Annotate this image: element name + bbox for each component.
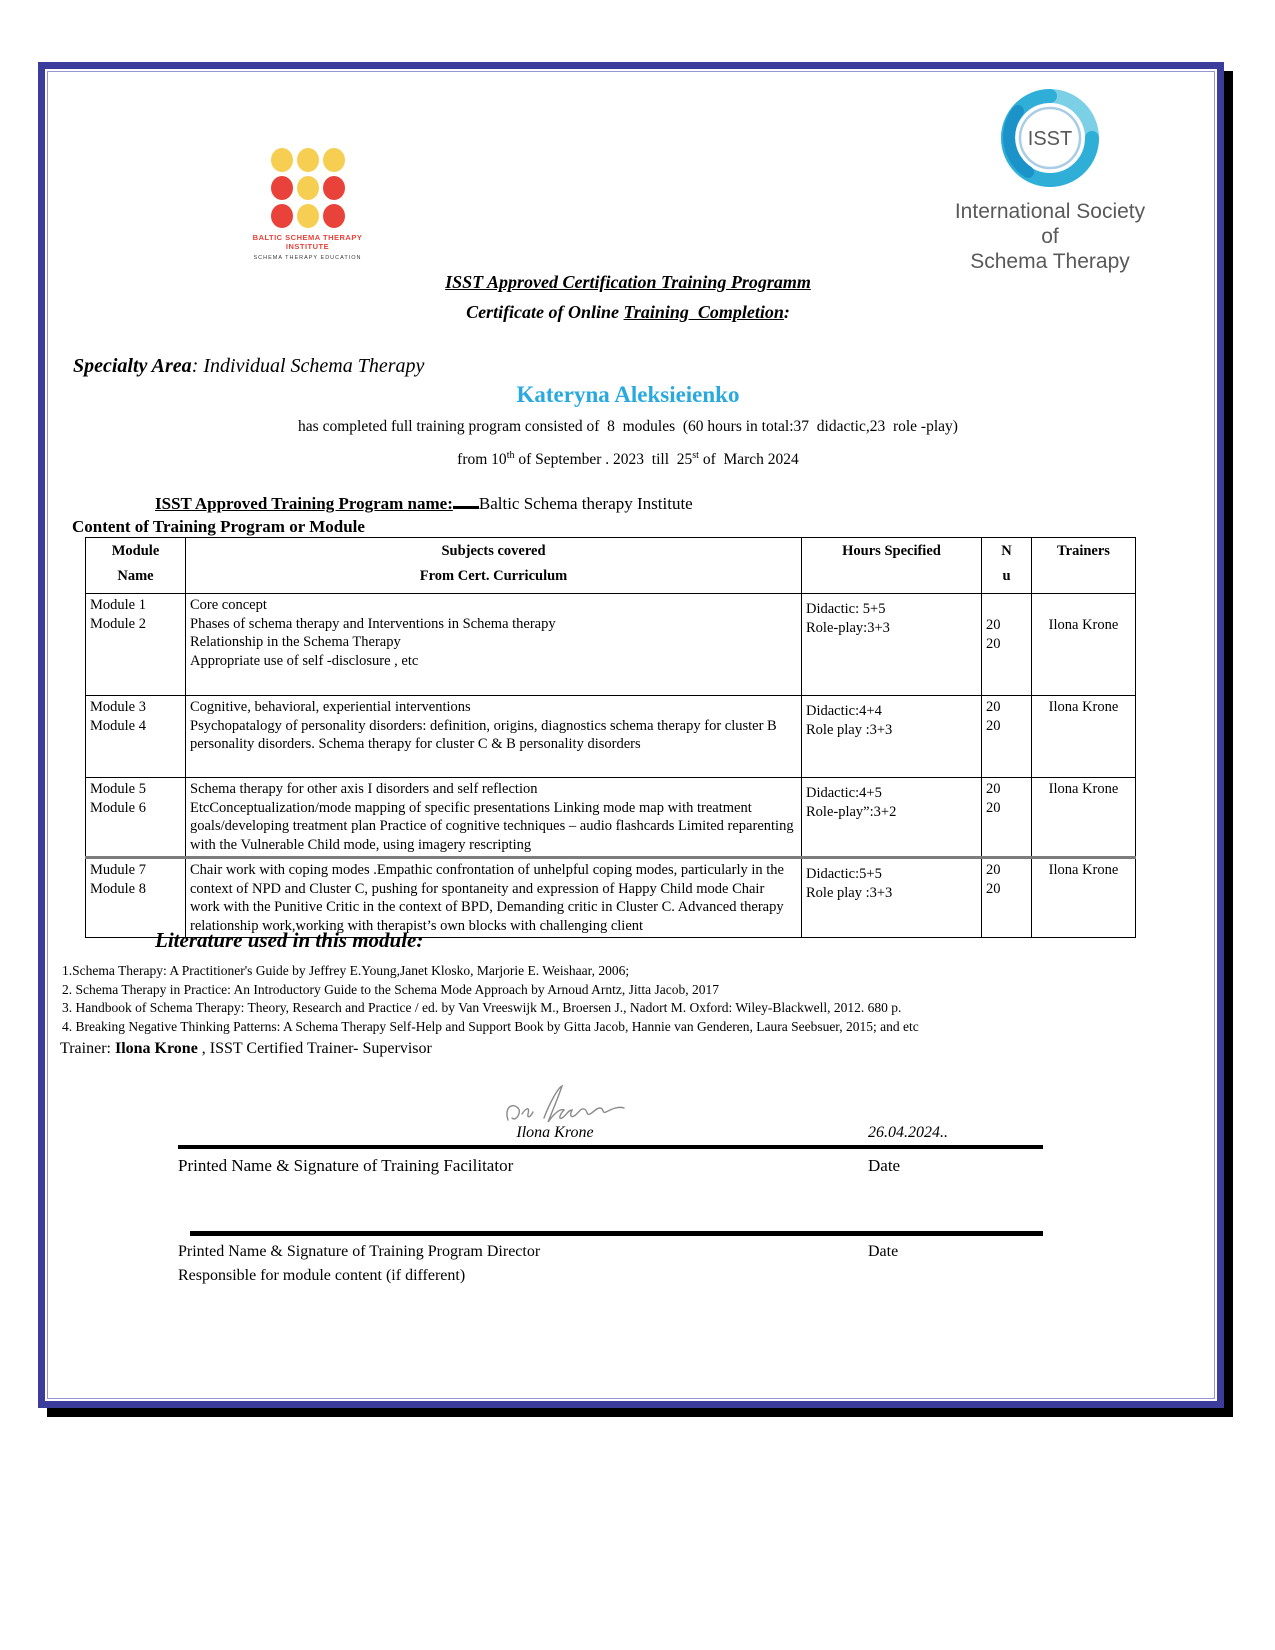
- certificate-subtitle: [88, 302, 1168, 323]
- director-date-label: Date: [868, 1243, 899, 1260]
- logo-dot-icon: [323, 148, 345, 172]
- subtitle-plain: Certificate of Online: [466, 302, 624, 322]
- isst-logo: [945, 86, 1155, 274]
- literature-item: 4. Breaking Negative Thinking Patterns: A Schema Therapy Self-Help and Support Book by Gitta Jacob, Hannie van Genderen, Laura Seebsuer, 2015; and etc: [62, 1018, 919, 1034]
- cell-nu: 20 20: [982, 858, 1032, 938]
- trainer-prefix: Trainer:: [60, 1040, 115, 1057]
- cell-subjects: Core concept Phases of schema therapy and Interventions in Schema therapy Relationship in the Schema Therapy Appropriate use of self -disclosure , etc: [186, 594, 802, 696]
- signature-date: 26.04.2024..: [868, 1124, 948, 1141]
- col-subjects: Subjects covered From Cert. Curriculum: [186, 538, 802, 594]
- completion-line: has completed full training program consisted of 8 modules (60 hours in total:37 didactic,23 role -play): [298, 418, 958, 435]
- table-row: [86, 594, 1136, 696]
- specialty-value: : Individual Schema Therapy: [191, 355, 425, 377]
- col-module: Module Name: [86, 538, 186, 594]
- date-part: of March 2024: [698, 451, 799, 469]
- svg-text:ISST: ISST: [1027, 128, 1073, 150]
- literature-list: [62, 962, 1162, 1036]
- program-name-label: ISST Approved Training Program name:: [155, 494, 453, 513]
- cell-hours: Didactic:4+5 Role-play”:3+2: [802, 778, 982, 858]
- literature-heading: Literature used in this module:: [155, 928, 424, 952]
- table-header-row: [86, 538, 1136, 594]
- logo-dot-icon: [271, 204, 293, 228]
- literature-item: 2. Schema Therapy in Practice: An Introductory Guide to the Schema Mode Approach by Arnoud Arntz, Jitta Jacob, 2017: [62, 981, 719, 997]
- date-sup: th: [506, 450, 515, 461]
- col-hours: Hours Specified: [802, 538, 982, 594]
- cell-modules: Module 3 Module 4: [86, 696, 186, 778]
- subtitle-underlined: Training Completion: [623, 302, 784, 322]
- cell-trainer: Ilona Krone: [1032, 858, 1136, 938]
- literature-item: 1.Schema Therapy: A Practitioner's Guide by Jeffrey E.Young,Janet Klosko, Marjorie E. Weishaar, 2006;: [62, 963, 630, 978]
- specialty-label: Specialty Area: [73, 355, 192, 377]
- baltic-logo-tagline: SCHEMA THERAPY EDUCATION: [253, 255, 362, 261]
- cell-subjects: Cognitive, behavioral, experiential interventions Psychopatalogy of personality disorders: definition, origins, diagnostics schema therapy for cluster B personality disorders. Schema therapy for cluster C & B personality disorders: [186, 696, 802, 778]
- cell-trainer: Ilona Krone: [1032, 594, 1136, 696]
- program-name-value: Baltic Schema therapy Institute: [478, 494, 693, 513]
- date-part: from 10: [457, 451, 507, 469]
- cell-modules: Module 1 Module 2: [86, 594, 186, 696]
- baltic-logo-name: BALTIC SCHEMA THERAPY INSTITUTE: [252, 233, 363, 251]
- program-name-line: [155, 492, 693, 514]
- cell-hours: Didactic: 5+5 Role-play:3+3: [802, 594, 982, 696]
- cell-nu: 20 20: [982, 778, 1032, 858]
- cell-nu: 20 20: [982, 594, 1032, 696]
- logo-dot-icon: [297, 204, 319, 228]
- table-row: [86, 696, 1136, 778]
- recipient-name: Kateryna Aleksieienko: [516, 382, 740, 407]
- trainer-suffix: , ISST Certified Trainer- Supervisor: [197, 1040, 432, 1057]
- isst-caption: International Society of Schema Therapy: [954, 200, 1146, 273]
- date-part: of September . 2023 till 25: [514, 451, 693, 469]
- cell-hours: Didactic:5+5 Role play :3+3: [802, 858, 982, 938]
- cell-nu: 20 20: [982, 696, 1032, 778]
- date-sup: st: [692, 450, 699, 461]
- cell-trainer: Ilona Krone: [1032, 778, 1136, 858]
- logo-dot-icon: [297, 148, 319, 172]
- cell-subjects: Schema therapy for other axis I disorders and self reflection EtcConceptualization/mode mapping of specific presentations Linking mode map with treatment goals/developing treatment plan Practice of cognitive techniques – audio flashcards Limited reparenting with the Vulnerable Child mode, using imagery rescripting: [186, 778, 802, 858]
- col-nu: N u: [982, 538, 1032, 594]
- content-heading: Content of Training Program or Module: [72, 517, 365, 536]
- modules-table: [85, 537, 1136, 938]
- logo-dot-icon: [271, 176, 293, 200]
- trainer-line: [60, 1040, 432, 1058]
- subtitle-colon: :: [783, 302, 790, 322]
- logo-dot-icon: [271, 148, 293, 172]
- facilitator-date-label: Date: [868, 1156, 901, 1175]
- facilitator-label: Printed Name & Signature of Training Facilitator: [178, 1156, 514, 1175]
- director-label: Printed Name & Signature of Training Program Director: [178, 1243, 541, 1260]
- program-name-underline-gap: [453, 492, 479, 509]
- cell-modules: Mudule 7 Module 8: [86, 858, 186, 938]
- cell-modules: Module 5 Module 6: [86, 778, 186, 858]
- cell-trainer: Ilona Krone: [1032, 696, 1136, 778]
- baltic-institute-logo: [245, 148, 370, 278]
- logo-dot-icon: [323, 204, 345, 228]
- logo-dot-icon: [297, 176, 319, 200]
- isst-ring-icon: [998, 86, 1102, 190]
- table-row: [86, 858, 1136, 938]
- trainer-name: Ilona Krone: [114, 1040, 198, 1057]
- table-row: [86, 778, 1136, 858]
- cell-hours: Didactic:4+4 Role play :3+3: [802, 696, 982, 778]
- director-label-line2: Responsible for module content (if different): [178, 1267, 466, 1284]
- specialty-area-line: [73, 355, 424, 378]
- literature-item: 3. Handbook of Schema Therapy: Theory, Research and Practice / ed. by Van Vreeswijk M., Broersen J., Nadort M. Oxford: Wiley-Blackwell, 2012. 680 p.: [62, 1000, 902, 1015]
- certificate-title: ISST Approved Certification Training Programm: [445, 272, 811, 292]
- col-trainers: Trainers: [1032, 538, 1136, 594]
- handwritten-signature-icon: [500, 1078, 630, 1130]
- director-signature-line: [190, 1231, 1043, 1236]
- facilitator-signature-line: [178, 1145, 1043, 1149]
- baltic-dots-grid-icon: [245, 148, 370, 228]
- logo-dot-icon: [323, 176, 345, 200]
- signature-printed-name: Ilona Krone: [516, 1124, 594, 1141]
- cell-subjects: Chair work with coping modes .Empathic confrontation of unhelpful coping modes, particularly in the context of NPD and Cluster C, pushing for spontaneity and expression of Happy Child mode Chair work with the Punitive Critic in the context of BPD, Demanding critic in Cluster C. Advanced therapy relationship work,working with therapist’s own blocks with challenging client: [186, 858, 802, 938]
- date-range-line: [88, 450, 1168, 469]
